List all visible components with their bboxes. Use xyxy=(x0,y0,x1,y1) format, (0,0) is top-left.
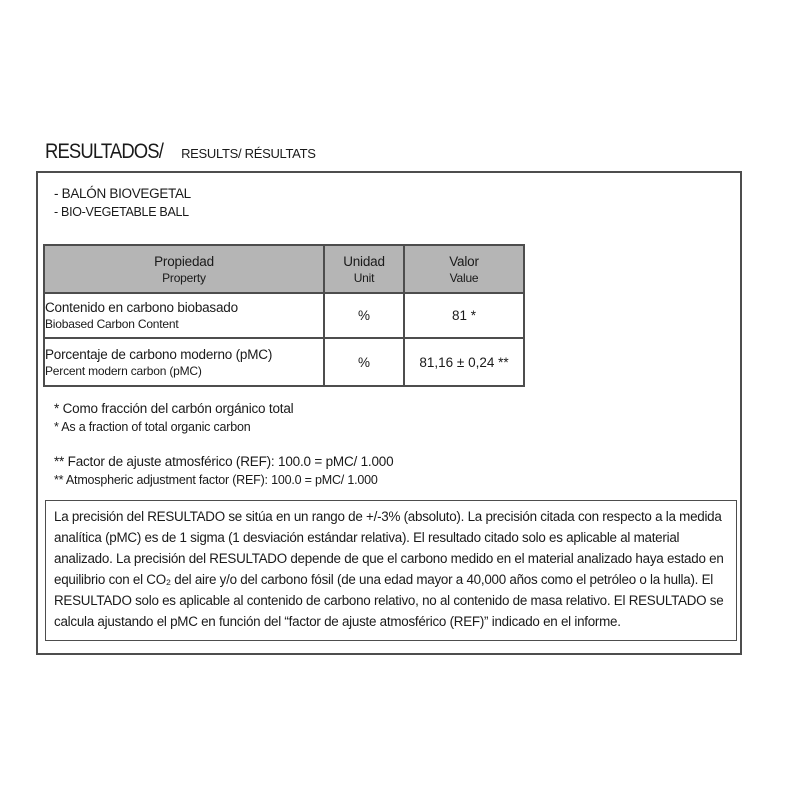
column-header-value-es: Valor xyxy=(449,253,479,269)
unit-cell: % xyxy=(324,338,404,386)
sample-name-en: - BIO-VEGETABLE BALL xyxy=(54,205,189,219)
value-cell: 81 * xyxy=(404,293,524,338)
table-row xyxy=(44,293,524,338)
page-title-primary: RESULTADOS/ xyxy=(45,140,164,163)
results-box xyxy=(36,171,742,655)
page-title-secondary: RESULTS/ RÉSULTATS xyxy=(181,146,316,161)
property-name-en: Percent modern carbon (pMC) xyxy=(45,363,202,378)
column-header-value-en: Value xyxy=(449,270,479,285)
property-name-es: Contenido en carbono biobasado xyxy=(45,300,238,315)
column-header-unit xyxy=(324,245,404,293)
property-cell xyxy=(44,293,324,338)
column-header-value xyxy=(404,245,524,293)
column-header-property-en: Property xyxy=(162,270,206,285)
page-title xyxy=(45,140,316,164)
sample-name-es: - BALÓN BIOVEGETAL xyxy=(54,186,191,201)
unit-cell: % xyxy=(324,293,404,338)
property-cell xyxy=(44,338,324,386)
disclaimer-text: La precisión del RESULTADO se sitúa en un rango de +/-3% (absoluto). La precisión citada con respecto a la medida analítica (pMC) es de 1 sigma (1 desviación estándar relativa). El resultado citado solo es aplicable al material analizado. La precisión del RESULTADO depende de que el carbono medido en el material analizado haya estado en equilibrio con el CO₂ del aire y/o del carbono fósil (de una edad mayor a 40,000 años como el petróleo o la hulla). El RESULTADO solo es aplicable al contenido de carbono relativo, no al contenido de masa relativo. El RESULTADO se calcula ajustando el pMC en función del “factor de ajuste atmosférico (REF)” indicado en el informe. xyxy=(54,509,724,629)
footnotes-block xyxy=(54,401,393,487)
column-header-unit-en: Unit xyxy=(353,270,375,285)
footnote-double-asterisk xyxy=(54,454,393,487)
table-row xyxy=(44,338,524,386)
sample-name-block xyxy=(54,186,191,219)
property-name-en: Biobased Carbon Content xyxy=(45,317,179,331)
value-cell: 81,16 ± 0,24 ** xyxy=(404,338,524,386)
footnote-2-en: ** Atmospheric adjustment factor (REF): 100.0 = pMC/ 1.000 xyxy=(54,473,378,487)
footnote-1-en: * As a fraction of total organic carbon xyxy=(54,420,251,434)
table-header-row xyxy=(44,245,524,293)
footnote-2-es: ** Factor de ajuste atmosférico (REF): 100.0 = pMC/ 1.000 xyxy=(54,454,394,469)
column-header-property-es: Propiedad xyxy=(154,253,214,269)
footnote-single-asterisk xyxy=(54,401,393,434)
column-header-property xyxy=(44,245,324,293)
footnote-1-es: * Como fracción del carbón orgánico total xyxy=(54,401,294,416)
disclaimer-box xyxy=(45,500,737,641)
results-table xyxy=(43,244,525,387)
column-header-unit-es: Unidad xyxy=(343,253,385,269)
property-name-es: Porcentaje de carbono moderno (pMC) xyxy=(45,346,273,362)
